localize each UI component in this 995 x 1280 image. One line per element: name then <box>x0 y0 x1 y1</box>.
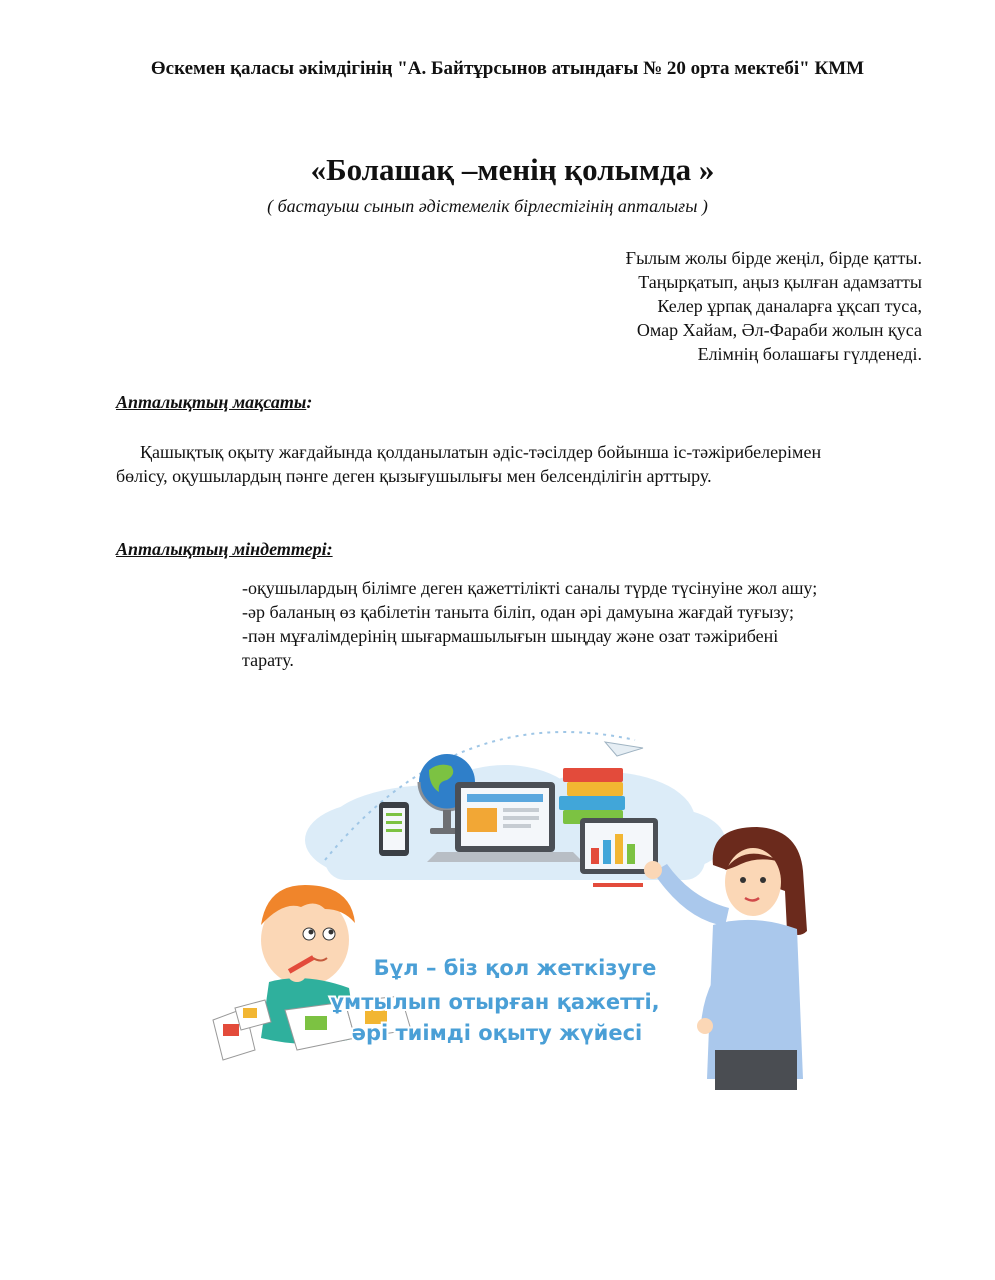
poem-line: Ғылым жолы бірде жеңіл, бірде қатты. <box>625 248 922 268</box>
task-item: -оқушылардың білімге деген қажеттілікті саналы түрде түсінуіне жол ашу; <box>242 578 818 598</box>
task-item: -әр баланың өз қабілетін таныта біліп, одан әрі дамуына жағдай туғызу; <box>242 602 794 622</box>
tasks-heading-text: Апталықтың міндеттері: <box>116 539 333 559</box>
slogan-banner <box>330 956 659 1045</box>
teacher-figure <box>644 827 807 1090</box>
education-illustration <box>205 720 825 1095</box>
task-item: -пән мұғалімдерінің шығармашылығын шыңдау және озат тәжірибені <box>242 626 779 646</box>
tasks-list <box>242 576 932 672</box>
page-subtitle: ( бастауыш сынып әдістемелік бірлестігінің апталығы ) <box>267 196 708 216</box>
poem-line: Елімнің болашағы гүлденеді. <box>697 344 922 364</box>
goal-heading <box>116 392 312 413</box>
poem-line: Таңырқатып, аңыз қылған адамзатты <box>638 272 922 292</box>
tasks-heading <box>116 539 333 560</box>
goal-line: бөлісу, оқушылардың пәнге деген қызығушылығы мен белсенділігін арттыру. <box>116 466 712 486</box>
school-header: Өскемен қаласы әкімдігінің "А. Байтұрсынов атындағы № 20 орта мектебі" КММ <box>150 58 865 79</box>
slogan-line: әрі тиімді оқыту жүйесі <box>351 1021 643 1045</box>
poem-line: Омар Хайам, Әл-Фараби жолын қуса <box>636 320 922 340</box>
page-title: «Болашақ –менің қолымда » <box>310 152 715 187</box>
slogan-line: ұмтылып отырған қажетті, <box>330 990 660 1014</box>
goal-paragraph <box>116 440 931 488</box>
slogan-line: Бұл – біз қол жеткізуге <box>373 956 657 980</box>
goal-heading-text: Апталықтың мақсаты <box>116 392 307 412</box>
smartphone-icon <box>379 802 409 856</box>
goal-heading-colon: : <box>306 392 313 412</box>
goal-line: Қашықтық оқыту жағдайында қолданылатын әдіс-тәсілдер бойынша іс-тәжірибелерімен <box>140 442 822 462</box>
task-item: тарату. <box>242 650 294 670</box>
poem-line: Келер ұрпақ даналарға ұқсап туса, <box>657 296 922 316</box>
paper-plane-icon <box>605 742 643 756</box>
epigraph-poem <box>626 246 922 366</box>
books-icon <box>559 768 625 824</box>
